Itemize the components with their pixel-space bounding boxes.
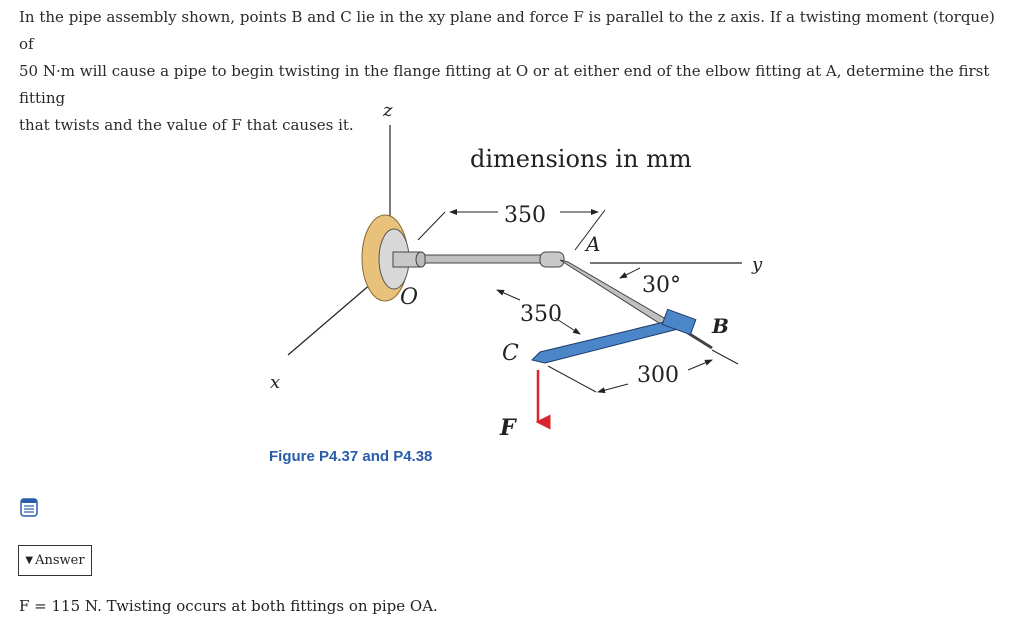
dim-top-label: 350 <box>504 203 546 228</box>
pipe-oa <box>425 255 547 263</box>
point-b-label: B <box>712 314 729 338</box>
triangle-down-icon: ▼ <box>25 555 34 566</box>
answer-toggle-button[interactable] <box>18 545 92 576</box>
axis-y-label: y <box>752 254 763 275</box>
point-c-label: C <box>502 341 519 366</box>
dim-top-leader <box>418 212 445 240</box>
force-f-label: F <box>500 415 516 441</box>
problem-line-2: 50 N·m will cause a pipe to begin twisting in the flange fitting at O or at either end of the elbow fitting at A, determine the first fitting <box>19 62 990 107</box>
answer-text: F = 115 N. Twisting occurs at both fittings on pipe OA. <box>19 597 438 615</box>
dim-bottom-arrow-left <box>598 384 628 392</box>
dim-bottom-label: 300 <box>637 363 679 388</box>
dim-middle-label: 350 <box>520 302 562 327</box>
dim-bottom-arrow-right <box>688 360 712 370</box>
pipe-assembly-figure <box>260 95 763 441</box>
dim-bottom-leader <box>548 366 596 392</box>
problem-line-3: that twists and the value of F that causes it. <box>19 116 354 134</box>
dim-bottom-leader-right <box>712 350 738 364</box>
axis-x-label: x <box>270 372 281 393</box>
point-o-label: O <box>400 285 419 310</box>
dim-middle-arrow-up <box>497 290 520 300</box>
x-axis-line <box>288 283 372 355</box>
notepad-icon[interactable] <box>20 497 38 517</box>
axis-z-label: z <box>383 100 393 121</box>
answer-toggle-label: Answer <box>35 553 85 568</box>
problem-line-1: In the pipe assembly shown, points B and C lie in the xy plane and force F is parallel to the z axis. If a twisting moment (torque) of <box>19 8 995 53</box>
elbow-a <box>540 252 564 267</box>
figure-caption[interactable]: Figure P4.37 and P4.38 <box>269 448 433 465</box>
point-a-label: A <box>586 232 601 256</box>
pipe-b-end <box>688 333 712 348</box>
units-note: dimensions in mm <box>470 145 692 173</box>
angle-arrow <box>620 268 640 278</box>
angle-label: 30° <box>642 273 681 298</box>
